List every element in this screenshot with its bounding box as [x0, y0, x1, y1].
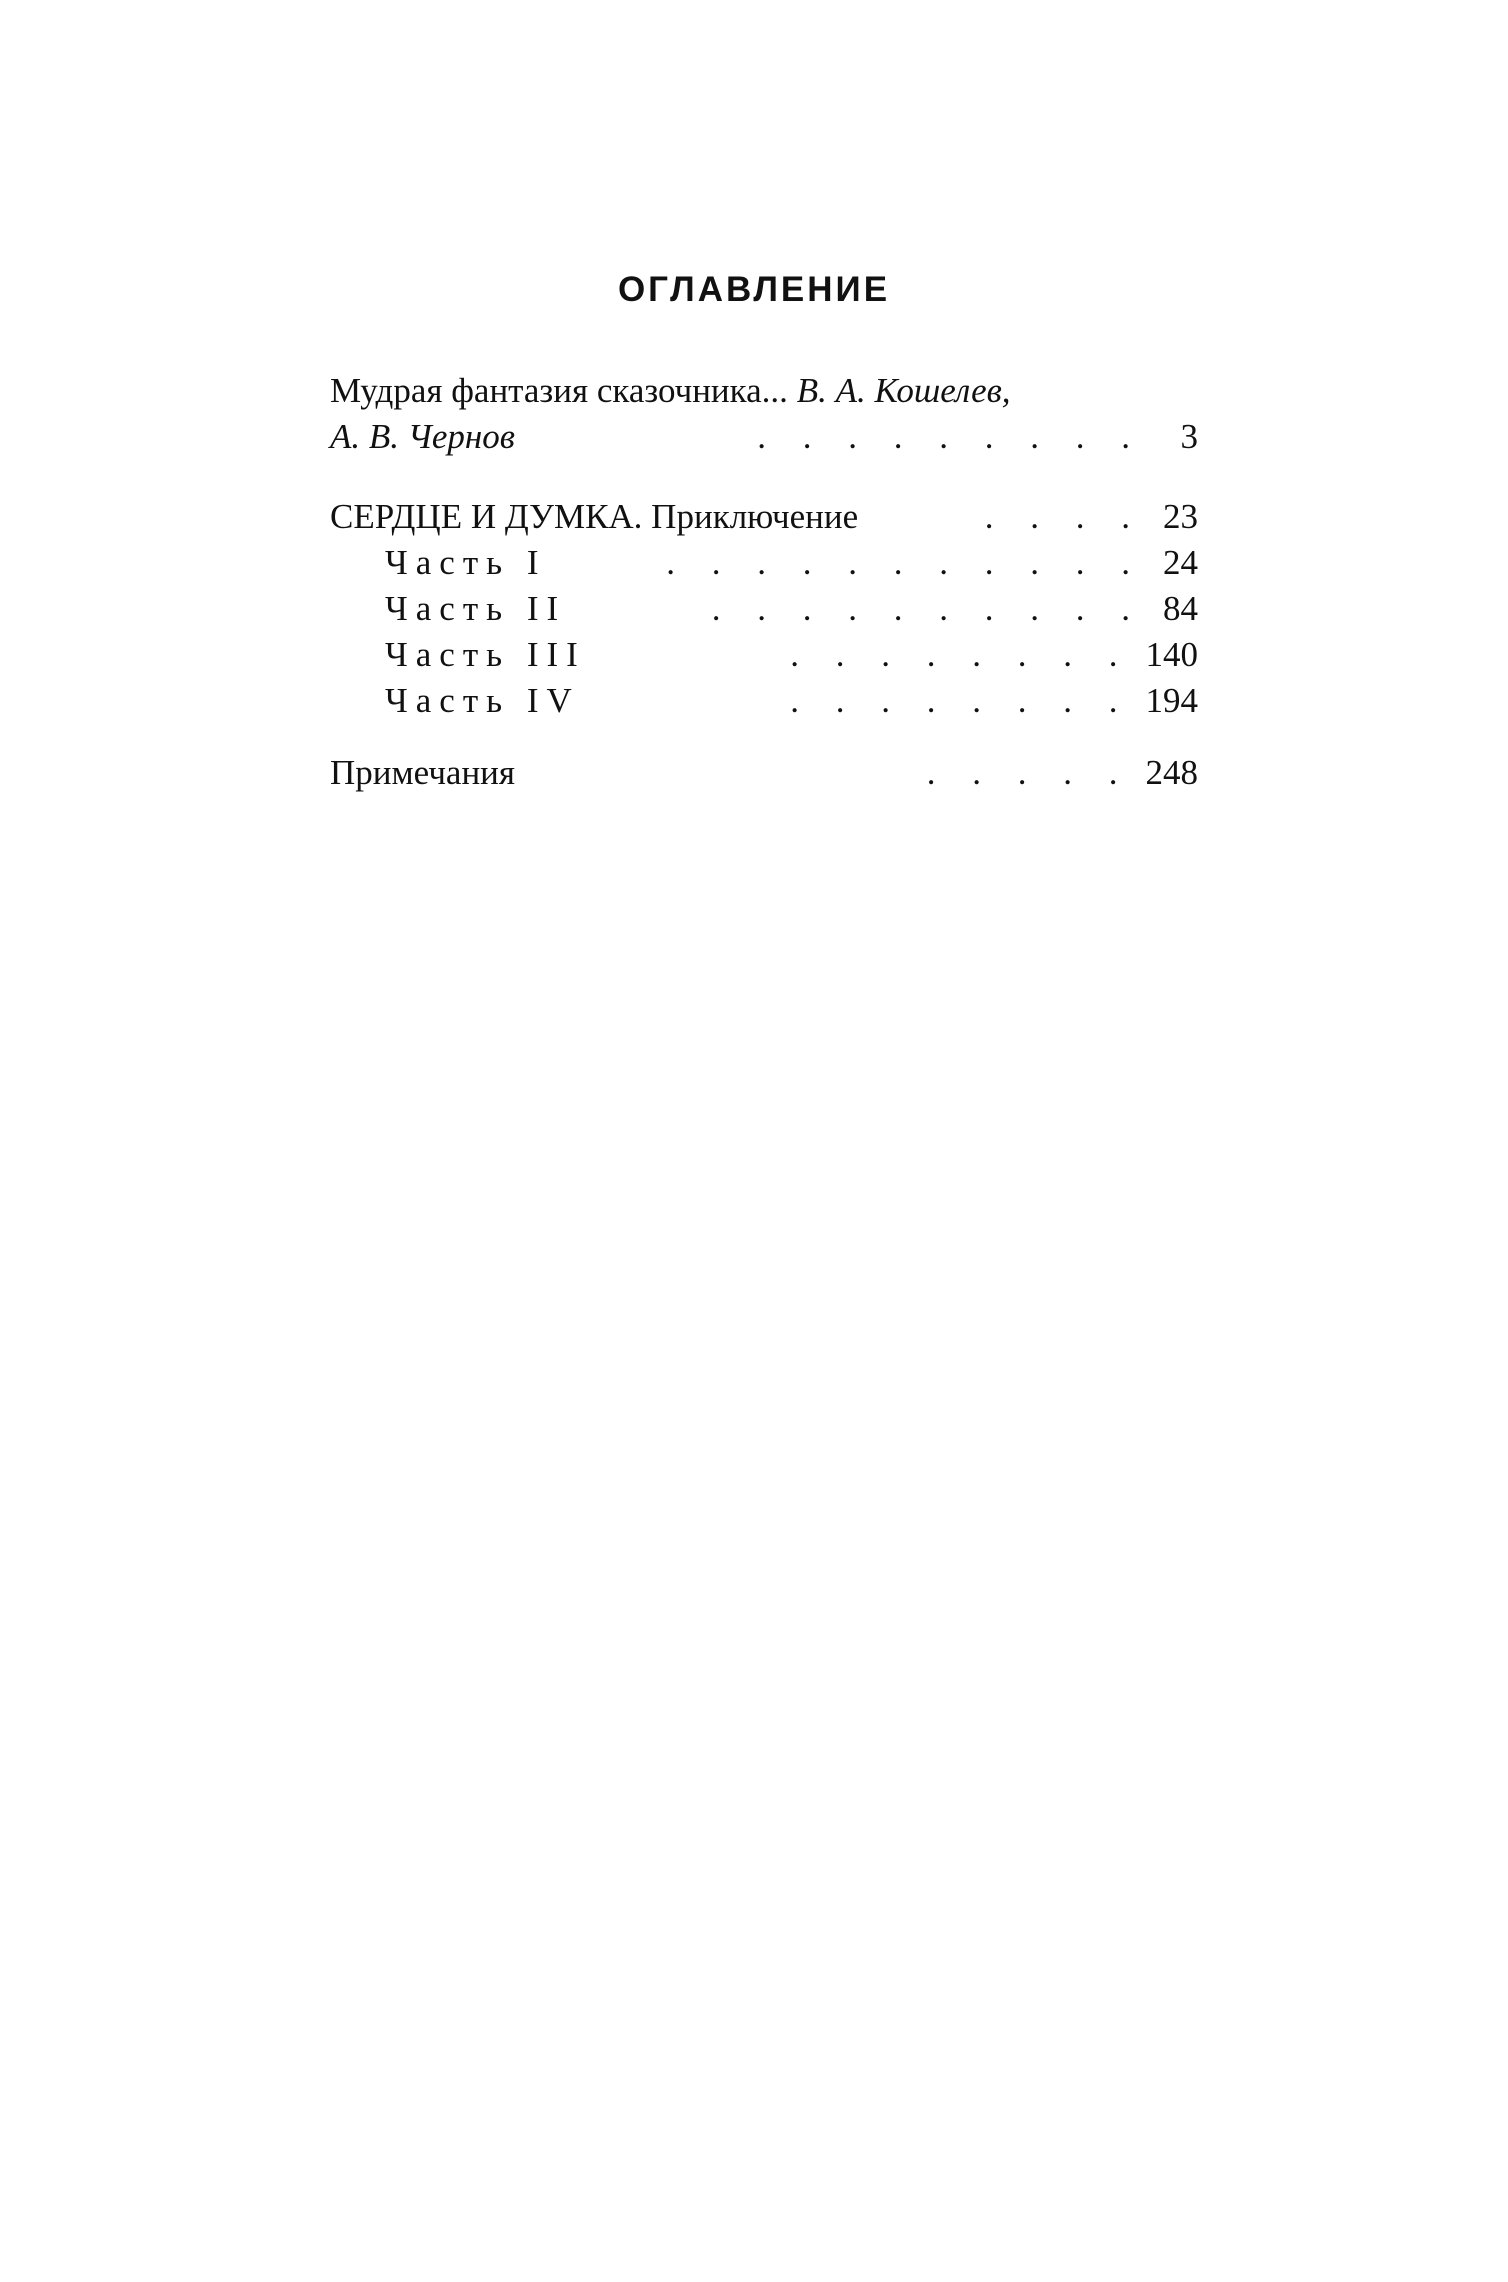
page-number: 24	[1163, 543, 1198, 582]
toc-entry-intro-authors-2: А. В. Чернов	[330, 417, 515, 456]
toc-entry-part-1[interactable]	[330, 540, 1198, 586]
toc-entry-part-2[interactable]	[330, 586, 1198, 632]
page-title: ОГЛАВЛЕНИЕ	[617, 270, 891, 309]
toc-entry-title: Примечания	[330, 753, 516, 792]
dot-leader: . . . . . . . . . .	[711, 589, 1144, 628]
toc-entry-part-3[interactable]	[330, 632, 1198, 678]
toc-entry-part-4[interactable]	[330, 678, 1198, 724]
toc-entry-intro-authors-1: В. А. Кошелев,	[796, 371, 1011, 410]
toc-entry-title: Часть I	[385, 543, 547, 582]
toc-entry-intro-line2[interactable]	[330, 414, 1198, 460]
page-number: 84	[1163, 589, 1198, 628]
table-of-contents	[330, 368, 1198, 796]
toc-entry-main[interactable]	[330, 494, 1198, 540]
toc-entry-title: СЕРДЦЕ И ДУМКА. Приключение	[330, 497, 859, 536]
page-number: 248	[1145, 753, 1198, 792]
dot-leader: . . . .	[984, 497, 1144, 536]
toc-entry-intro-line1	[330, 368, 1198, 414]
dot-leader: . . . . . . . .	[790, 681, 1132, 720]
toc-entry-title: Часть III	[385, 635, 586, 674]
page-number: 194	[1145, 681, 1198, 720]
toc-entry-title: Часть IV	[385, 681, 580, 720]
dot-leader: . . . . . . . .	[790, 635, 1132, 674]
dot-leader: . . . . .	[926, 753, 1132, 792]
toc-entry-notes[interactable]	[330, 750, 1198, 796]
page-number: 140	[1145, 635, 1198, 674]
toc-entry-intro-title: Мудрая фантазия сказочника...	[330, 371, 788, 410]
page-number: 3	[1180, 417, 1198, 456]
page-number: 23	[1163, 497, 1198, 536]
dot-leader: . . . . . . . . .	[757, 417, 1144, 456]
dot-leader: . . . . . . . . . . .	[666, 543, 1144, 582]
toc-entry-title: Часть II	[385, 589, 567, 628]
